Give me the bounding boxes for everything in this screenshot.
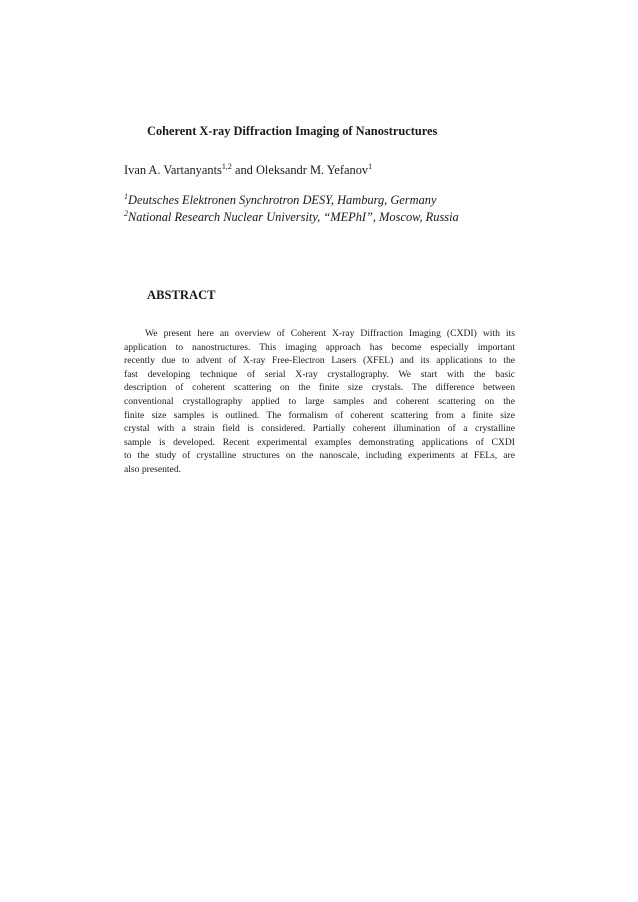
abstract-heading: ABSTRACT (147, 288, 216, 302)
abstract-body (124, 327, 515, 477)
author-conjunction: and (231, 163, 256, 177)
author-2-name: Oleksandr M. Yefanov (255, 163, 369, 177)
abstract-line: finite size samples is outlined. The formalism of coherent scattering from a finite size (124, 409, 515, 421)
abstract-line: to the study of crystalline structures on the nanoscale, including experiments at FELs, are (124, 450, 515, 462)
abstract-line: We present here an overview of Coherent X-ray Diffraction Imaging (CXDI) with its (145, 328, 515, 339)
affiliation-1 (124, 192, 459, 209)
abstract-line: sample is developed. Recent experimental examples demonstrating applications of CXDI (124, 436, 515, 448)
affiliation-1-text: Deutsches Elektronen Synchrotron DESY, Hamburg, Germany (128, 193, 437, 207)
author-1-affiliation-marker: 1,2 (221, 162, 232, 171)
abstract-line: crystal with a strain field is considered. Partially coherent illumination of a crystalline (124, 423, 515, 435)
abstract-line: application to nanostructures. This imaging approach has become especially important (124, 341, 515, 353)
affiliation-2 (124, 209, 459, 226)
affiliation-2-text: National Research Nuclear University, “MEPhI”, Moscow, Russia (128, 210, 459, 224)
affiliation-2-marker: 2 (124, 209, 128, 218)
abstract-line: recently due to advent of X-ray Free-Electron Lasers (XFEL) and its applications to the (124, 355, 515, 367)
affiliations (124, 192, 459, 226)
author-1-name: Ivan A. Vartanyants (124, 163, 222, 177)
abstract-line: fast developing technique of serial X-ray crystallography. We start with the basic (124, 368, 515, 380)
affiliation-1-marker: 1 (124, 192, 128, 201)
author-line (124, 163, 372, 178)
abstract-line: also presented. (124, 463, 182, 475)
paper-title: Coherent X-ray Diffraction Imaging of Nanostructures (147, 124, 438, 138)
abstract-line: conventional crystallography applied to large samples and coherent scattering on the (124, 395, 515, 407)
author-2-affiliation-marker: 1 (368, 162, 373, 171)
abstract-line: description of coherent scattering on the finite size crystals. The difference between (124, 382, 515, 394)
